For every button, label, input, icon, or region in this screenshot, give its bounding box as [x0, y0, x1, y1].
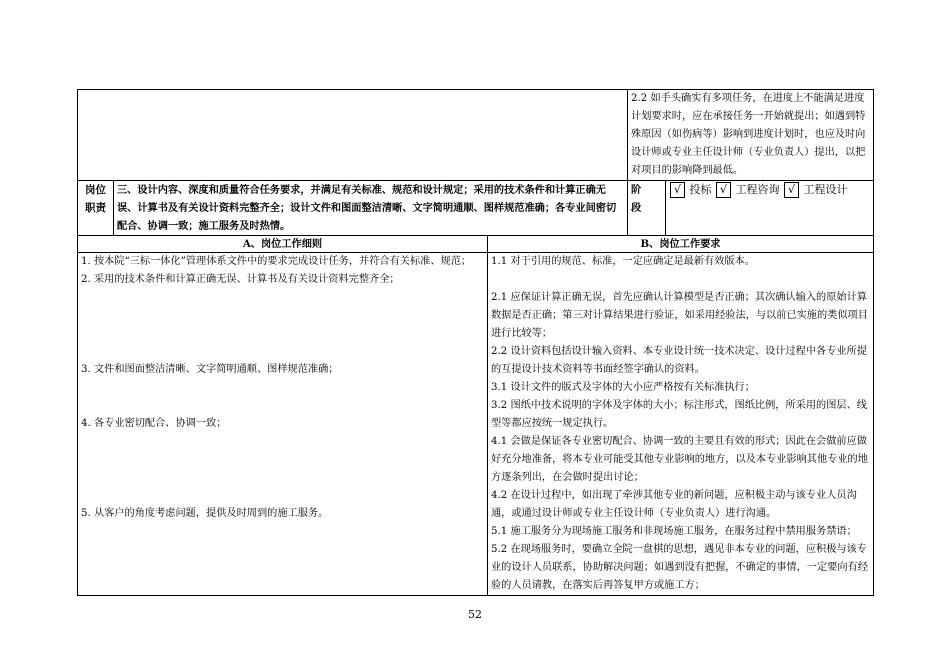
top-right-cell	[628, 90, 874, 181]
col-b-item-2-2: 2.2 设计资料包括设计输入资料、本专业设计统一技术决定、设计过程中各专业所提的互提设计技术资料等书面经签字确认的资料。	[491, 346, 867, 375]
empty-cell	[78, 90, 628, 181]
checkbox-design-label: 工程设计	[803, 183, 848, 196]
checkbox-consulting-label: 工程咨询	[735, 183, 780, 196]
content-row	[78, 253, 874, 596]
duty-label: 岗位 职责	[78, 181, 114, 236]
col-b-item-2-1: 2.1 应保证计算正确无误，首先应确认计算模型是否正确；其次确认输入的原始计算数据是否正确；第三对计算结果进行验证，如采用经验法，与以前已实施的类似项目进行比较等；	[491, 292, 868, 339]
checkbox-bid[interactable]: √	[670, 182, 685, 198]
col-b-item-5-1: 5.1 施工服务分为现场施工服务和非现场施工服务，在服务过程中禁用服务禁语；	[491, 526, 857, 537]
continuation-row	[78, 90, 874, 181]
col-b-item-4-2: 4.2 在设计过程中，如出现了牵涉其他专业的新问题，应积极主动与该专业人员沟通，或通过设计师或专业主任设计师（专业负责人）进行沟通。	[491, 490, 857, 519]
duty-row	[78, 181, 874, 236]
col-a-cell	[78, 253, 488, 596]
stage-checkboxes	[666, 181, 874, 236]
page-number: 52	[468, 608, 482, 621]
col-b-item-1-1: 1.1 对于引用的规范、标准，一定应确定是最新有效版本。	[491, 256, 755, 267]
col-b-cell	[488, 253, 874, 596]
col-a-item-2: 2. 采用的技术条件和计算正确无误、计算书及有关设计资料完整齐全；	[81, 274, 400, 285]
col-b-item-3-2: 3.2 图纸中技术说明的字体及字体的大小；标注形式，图纸比例，所采用的图层、线型等都应按统一规定执行。	[491, 400, 867, 429]
col-a-header: A、岗位工作细则	[78, 236, 488, 253]
col-b-item-4-1: 4.1 会做是保证各专业密切配合、协调一致的主要且有效的形式；因此在会做前应做好充分地准备，将本专业可能受其他专业影响的地方，以及本专业影响其他专业的地方逐条列出，在会做时提出讨论；	[491, 436, 868, 483]
col-a-item-1: 1. 按本院“三标一体化”管理体系文件中的要求完成设计任务，并符合有关标准、规范；	[81, 256, 472, 267]
col-b-header: B、岗位工作要求	[488, 236, 874, 253]
col-b-item-5-2: 5.2 在现场服务时，要确立全院一盘棋的思想，遇见非本专业的问题，应积极与该专业的设计人员联系，协助解决问题；如遇到没有把握，不确定的事情，一定要向有经验的人员请教，在落实后再答复甲方或施工方；	[491, 544, 868, 591]
job-responsibility-table	[77, 89, 874, 596]
checkbox-consulting[interactable]: √	[716, 182, 731, 198]
top-right-text: 2.2 如手头确实有多项任务，在进度上不能满足进度计划要求时，应在承接任务一开始就提出；如遇到特殊原因（如伤病等）影响到进度计划时，也应及时向设计师或专业主任设计师（专业负责人）提出，以把对项目的影响降到最低。	[631, 93, 866, 176]
checkbox-bid-label: 投标	[689, 183, 712, 196]
col-b-item-3-1: 3.1 设计文件的版式及字体的大小应严格按有关标准执行；	[491, 382, 755, 393]
col-a-item-5: 5. 从客户的角度考虑问题，提供及时周到的施工服务。	[81, 508, 329, 519]
col-a-item-3: 3. 文件和图面整洁清晰、文字简明通顺、图样规范准确；	[81, 364, 339, 375]
header-row	[78, 236, 874, 253]
stage-label: 阶 段	[628, 181, 666, 236]
col-a-item-4: 4. 各专业密切配合、协调一致；	[81, 418, 227, 429]
duty-text: 三、设计内容、深度和质量符合任务要求，并满足有关标准、规范和设计规定；采用的技术条件和计算正确无误、计算书及有关设计资料完整齐全；设计文件和图面整洁清晰、文字简明通顺、图样规范准确；各专业间密切配合、协调一致；施工服务及时热情。	[114, 181, 628, 236]
checkbox-design[interactable]: √	[784, 182, 799, 198]
